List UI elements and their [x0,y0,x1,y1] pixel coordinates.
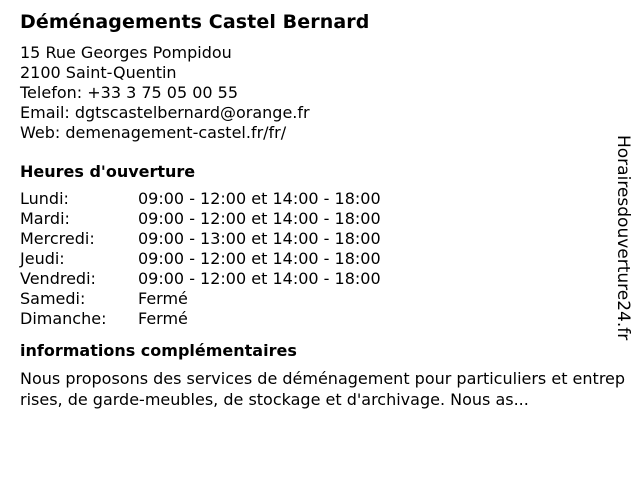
day-hours: 09:00 - 12:00 et 14:00 - 18:00 [138,269,381,288]
hours-heading: Heures d'ouverture [20,162,196,181]
day-label: Lundi: [20,189,69,208]
day-hours: 09:00 - 12:00 et 14:00 - 18:00 [138,249,381,268]
hours-row-mardi [20,209,620,229]
hours-row-vendredi [20,269,620,289]
city-address: 2100 Saint-Quentin [20,63,177,82]
hours-row-mercredi [20,229,620,249]
hours-row-samedi [20,289,620,309]
day-hours: Fermé [138,289,188,308]
business-name: Déménagements Castel Bernard [20,11,370,33]
info-description: Nous proposons des services de déménagement pour particuliers et entreprises, de garde-meubles, de stockage et d'archivage. Nous as... [20,369,626,409]
day-hours: 09:00 - 13:00 et 14:00 - 18:00 [138,229,381,248]
site-watermark: Horairesdouverture24.fr [613,135,633,341]
day-label: Vendredi: [20,269,96,288]
day-label: Mardi: [20,209,70,228]
day-hours: Fermé [138,309,188,328]
day-label: Dimanche: [20,309,107,328]
hours-row-dimanche [20,309,620,329]
day-label: Mercredi: [20,229,95,248]
hours-table [20,189,620,329]
day-hours: 09:00 - 12:00 et 14:00 - 18:00 [138,209,381,228]
hours-row-lundi [20,189,620,209]
day-hours: 09:00 - 12:00 et 14:00 - 18:00 [138,189,381,208]
website-url: Web: demenagement-castel.fr/fr/ [20,123,287,142]
day-label: Samedi: [20,289,86,308]
hours-row-jeudi [20,249,620,269]
email-address: Email: dgtscastelbernard@orange.fr [20,103,310,122]
street-address: 15 Rue Georges Pompidou [20,43,232,62]
contact-block [20,43,620,143]
phone-number: Telefon: +33 3 75 05 00 55 [20,83,239,102]
info-heading: informations complémentaires [20,341,297,360]
day-label: Jeudi: [20,249,65,268]
